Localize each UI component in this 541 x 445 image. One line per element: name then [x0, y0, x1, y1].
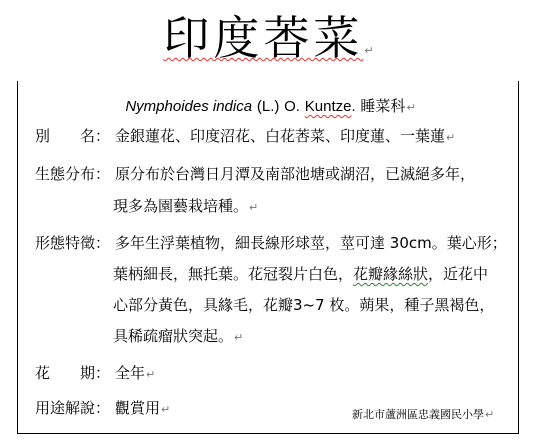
morphology-line-1: 多年生浮葉植物，細長線形球莖，莖可達 30cm。葉心形；	[115, 234, 507, 252]
page-title	[0, 8, 541, 81]
paragraph-mark: ↵	[249, 201, 259, 214]
distribution-label: 生態分布：	[35, 165, 111, 183]
morphology-row-2	[113, 259, 488, 290]
paragraph-mark: ↵	[406, 101, 416, 114]
morphology-line-2c: ，近花中	[428, 265, 489, 283]
scientific-name-line	[0, 96, 541, 118]
title-text: 印度莕菜	[163, 11, 364, 65]
morphology-line-4: 具稀疏瘤狀突起。	[113, 327, 234, 345]
distribution-row-2	[113, 191, 258, 223]
paragraph-mark: ↵	[485, 408, 495, 421]
paragraph-mark: ↵	[364, 44, 378, 57]
alias-row	[35, 121, 455, 153]
distribution-row	[35, 159, 475, 190]
flowering-label: 花 期：	[35, 364, 111, 382]
morphology-row	[35, 228, 507, 259]
morphology-line-3: 心部分黃色，具緣毛，花瓣3~7 枚。蒴果，種子黑褐色，	[113, 296, 495, 314]
paragraph-mark: ↵	[234, 331, 244, 344]
paragraph-mark: ↵	[161, 403, 171, 416]
flowering-value: 全年	[115, 364, 146, 382]
usage-label: 用途解說：	[35, 399, 111, 417]
alias-value: 金銀蓮花、印度沼花、白花莕菜、印度蓮、一葉蓮	[115, 127, 446, 145]
paragraph-mark: ↵	[146, 368, 156, 381]
distribution-line-2: 現多為園藝栽培種。	[113, 197, 249, 215]
author-name: Kuntze	[304, 98, 352, 115]
distribution-line-1: 原分布於台灣日月潭及南部池塘或湖沼，已滅絕多年，	[115, 165, 476, 183]
morphology-label: 形態特徵：	[35, 234, 111, 252]
school-name: 新北市蘆洲區忠義國民小學	[352, 408, 484, 421]
morphology-line-2b: 花瓣緣絲狀	[353, 265, 429, 283]
morphology-line-2a: 葉柄細長，無托葉。花冠裂片白色，	[113, 265, 354, 283]
morphology-row-4	[113, 321, 243, 353]
usage-row	[35, 393, 170, 425]
school-credit	[352, 408, 494, 422]
morphology-row-3	[113, 290, 494, 321]
genus-species: Nymphoides indica	[125, 98, 253, 115]
author-paren: (L.)	[256, 98, 280, 115]
paragraph-mark: ↵	[446, 131, 456, 144]
family-name: 睡菜科	[360, 97, 406, 115]
flowering-row	[35, 358, 155, 390]
author-initial: O.	[284, 98, 300, 115]
usage-value: 觀賞用	[115, 399, 161, 417]
alias-label: 別 名：	[35, 127, 111, 145]
author-dot: .	[351, 98, 356, 115]
